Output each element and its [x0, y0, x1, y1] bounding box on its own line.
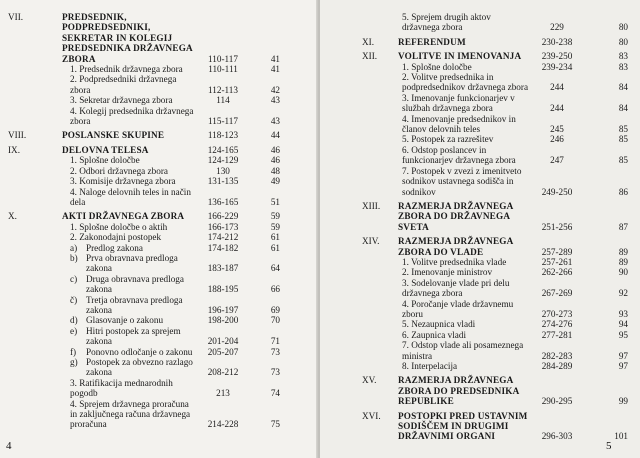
toc-section-row: [0, 326, 318, 347]
article-range: 296-303: [541, 431, 573, 442]
page-number-left: 4: [6, 440, 12, 452]
section-title: [402, 278, 530, 299]
section-title: [70, 315, 196, 326]
title-text: Prva obravnava predloga zakona: [86, 252, 178, 274]
page-reference: 92: [618, 288, 628, 299]
chapter-title: [398, 51, 532, 61]
article-range: 239-250: [541, 51, 573, 62]
article-range: 196-197: [207, 304, 239, 315]
section-title: [70, 273, 196, 295]
page-number-right: 5: [606, 440, 612, 452]
page-reference: 97: [618, 361, 628, 371]
article-range: 188-195: [207, 284, 239, 295]
toc-section-row: [320, 278, 640, 299]
chapter-number: VII.: [8, 12, 24, 22]
title-text: 3. Komisije državnega zbora: [70, 176, 176, 187]
toc-section-row: [0, 95, 318, 105]
toc-section-row: [0, 315, 318, 325]
article-range: 257-261: [541, 256, 573, 267]
toc-section-row: [320, 62, 640, 72]
article-range: 136-165: [207, 196, 239, 207]
toc-section-row: [320, 330, 640, 340]
toc-section-row: [320, 361, 640, 371]
title-text: 4. Imenovanje predsednikov in članov delovnih teles: [402, 113, 516, 135]
page-reference: 95: [618, 329, 628, 340]
section-title: [70, 106, 196, 127]
subsection-letter: č): [70, 294, 78, 305]
section-title: [402, 72, 530, 93]
page-reference: 69: [270, 304, 280, 315]
page-reference: 87: [618, 221, 628, 232]
title-text: 4. Sprejem državnega proračuna in zaključnega računa državnega proračuna: [70, 398, 191, 430]
title-text: 4. Poročanje vlade državnemu zboru: [402, 298, 514, 319]
subsection-letter: f): [70, 346, 77, 357]
title-text: Glasovanje o zakonu: [86, 315, 164, 326]
title-text: 8. Interpelacija: [402, 361, 458, 371]
article-range: 213: [216, 388, 230, 399]
section-title: [402, 361, 530, 371]
page-reference: 51: [270, 196, 280, 207]
chapter-number: IX.: [8, 144, 20, 155]
chapter-title: [62, 12, 196, 64]
page-reference: 41: [270, 53, 280, 64]
title-text: 2. Imenovanje ministrov: [402, 267, 493, 278]
subsection-letter: c): [70, 273, 78, 284]
article-range: 110-117: [208, 53, 238, 64]
toc-section-row: [320, 134, 640, 144]
title-text: 4. Kolegij predsednika državnega zbora: [70, 105, 194, 127]
toc-chapter-row: [320, 411, 640, 442]
toc-section-row: [0, 357, 318, 378]
title-text: 5. Sprejem drugih aktov državnega zbora: [402, 12, 491, 33]
toc-section-row: [320, 12, 640, 33]
title-text: 3. Ratifikacija mednarodnih pogodb: [70, 377, 173, 399]
title-text: 6. Zaupnica vladi: [402, 329, 467, 340]
section-title: [402, 330, 530, 340]
section-title: [402, 166, 530, 197]
section-title: [70, 252, 196, 274]
page-reference: 97: [618, 350, 628, 361]
page-reference: 61: [270, 232, 280, 243]
chapter-number: XIV.: [362, 236, 380, 247]
toc-section-row: [320, 114, 640, 135]
title-text: 3. Imenovanje funkcionarjev v službah državnega zbora: [402, 92, 515, 114]
toc-section-row: [320, 93, 640, 114]
toc-section-row: [0, 176, 318, 186]
article-range: 247: [550, 155, 564, 166]
title-text: 7. Odstop vlade ali posameznega ministra: [402, 340, 524, 361]
toc-chapter-row: [320, 375, 640, 406]
article-range: 114: [216, 95, 230, 106]
title-text: Ponovno odločanje o zakonu: [86, 346, 193, 357]
title-text: 5. Nezaupnica vladi: [402, 319, 476, 330]
chapter-number: XI.: [362, 36, 374, 47]
toc-section-row: [0, 222, 318, 232]
page-reference: 61: [270, 242, 280, 253]
toc-chapter-row: [320, 51, 640, 61]
page-reference: 80: [618, 36, 628, 47]
page-reference: 73: [270, 346, 280, 357]
article-range: 174-212: [207, 232, 239, 243]
title-text: RAZMERJA DRŽAVNEGA ZBORA DO PREDSEDNIKA REPUBLIKE: [398, 375, 519, 407]
toc-section-row: [0, 155, 318, 165]
title-text: Postopek za obvezno razlago zakona: [86, 357, 193, 378]
page-reference: 84: [618, 103, 628, 114]
article-range: 249-250: [541, 186, 573, 197]
article-range: 229: [550, 22, 564, 33]
title-text: POSTOPKI PRED USTAVNIM SODIŠČEM IN DRUGIMI DRŽAVNIMI ORGANI: [398, 410, 528, 442]
toc-chapter-row: [0, 12, 318, 64]
title-text: Tretja obravnava predloga zakona: [86, 294, 183, 315]
article-range: 284-289: [541, 361, 573, 371]
toc-section-row: [320, 257, 640, 267]
article-range: 274-276: [541, 319, 573, 330]
article-range: 244: [550, 82, 564, 93]
toc-section-row: [0, 64, 318, 74]
page-reference: 46: [270, 155, 280, 166]
toc-chapter-row: [320, 236, 640, 257]
section-title: [402, 12, 530, 33]
page-reference: 66: [270, 284, 280, 295]
toc-section-row: [0, 274, 318, 295]
chapter-number: XVI.: [362, 410, 381, 421]
subsection-letter: e): [70, 325, 78, 336]
page-reference: 85: [618, 124, 628, 135]
page-reference: 44: [270, 130, 280, 141]
section-title: [402, 340, 530, 361]
toc-chapter-row: [0, 130, 318, 140]
page-reference: 94: [618, 319, 628, 330]
table-of-contents-right: [320, 12, 640, 442]
page-reference: 83: [618, 61, 628, 72]
page-reference: 42: [270, 84, 280, 95]
title-text: 1. Predsednik državnega zbora: [70, 64, 183, 75]
page-reference: 59: [270, 211, 280, 222]
title-text: Predlog zakona: [86, 242, 143, 253]
page-reference: 80: [618, 22, 628, 33]
article-range: 267-269: [541, 288, 573, 299]
section-title: [70, 222, 196, 232]
title-text: 3. Sodelovanje vlade pri delu državnega zbora: [402, 277, 510, 299]
toc-section-row: [0, 106, 318, 127]
page-reference: 74: [270, 388, 280, 399]
title-text: POSLANSKE SKUPINE: [62, 130, 165, 141]
title-text: 1. Splošne določbe o aktih: [70, 221, 168, 232]
toc-section-row: [0, 166, 318, 176]
subsection-letter: a): [70, 242, 78, 253]
toc-section-row: [320, 166, 640, 197]
article-range: 205-207: [207, 346, 239, 357]
chapter-number: XV.: [362, 375, 377, 386]
toc-section-row: [320, 267, 640, 277]
chapter-title: [398, 375, 532, 406]
title-text: 3. Sekretar državnega zbora: [70, 95, 173, 106]
page-reference: 90: [618, 267, 628, 278]
toc-section-row: [320, 319, 640, 329]
article-range: 214-228: [207, 419, 239, 430]
article-range: 208-212: [207, 367, 239, 378]
title-text: Druga obravnava predloga zakona: [86, 273, 184, 295]
section-title: [70, 95, 196, 105]
page-reference: 99: [618, 396, 628, 407]
section-title: [402, 114, 530, 135]
title-text: 6. Odstop poslancev in funkcionarjev državnega zbora: [402, 144, 516, 166]
page-reference: 49: [270, 176, 280, 187]
toc-section-row: [0, 347, 318, 357]
page-reference: 71: [270, 336, 280, 347]
section-title: [70, 64, 196, 74]
toc-section-row: [320, 72, 640, 93]
article-range: 110-111: [208, 64, 238, 75]
title-text: 5. Postopek za razrešitev: [402, 134, 494, 145]
chapter-title: [62, 130, 196, 140]
section-title: [70, 176, 196, 186]
article-range: 124-129: [207, 155, 239, 166]
section-title: [402, 145, 530, 166]
page-reference: 83: [618, 51, 628, 62]
article-range: 130: [216, 165, 230, 176]
title-text: 1. Splošne določbe: [70, 155, 140, 166]
article-range: 246: [550, 134, 564, 145]
title-text: DELOVNA TELESA: [62, 144, 149, 155]
toc-chapter-row: [0, 145, 318, 155]
article-range: 183-187: [207, 263, 239, 274]
section-title: [70, 74, 196, 95]
toc-section-row: [320, 145, 640, 166]
section-title: [70, 325, 196, 347]
page-reference: 86: [618, 186, 628, 197]
page-reference: 48: [270, 165, 280, 176]
section-title: [70, 399, 196, 430]
title-text: Hitri postopek za sprejem zakona: [86, 325, 181, 347]
section-title: [402, 257, 530, 267]
right-page: [320, 0, 640, 458]
page-reference: 64: [270, 263, 280, 274]
table-of-contents-left: [0, 12, 318, 430]
section-title: [70, 155, 196, 165]
page-reference: 46: [270, 144, 280, 155]
article-range: 201-204: [207, 336, 239, 347]
title-text: 1. Splošne določbe: [402, 61, 472, 72]
title-text: VOLITVE IN IMENOVANJA: [398, 51, 522, 62]
article-range: 290-295: [541, 396, 573, 407]
section-title: [402, 319, 530, 329]
subsection-letter: d): [70, 315, 78, 326]
toc-chapter-row: [320, 201, 640, 232]
section-title: [70, 242, 196, 253]
title-text: 2. Zakonodajni postopek: [70, 232, 162, 243]
title-text: RAZMERJA DRŽAVNEGA ZBORA DO VLADE: [398, 236, 513, 257]
article-range: 262-266: [541, 267, 573, 278]
title-text: 2. Volitve predsednika in podpredsednikov državnega zbora: [402, 72, 529, 93]
title-text: 7. Postopek v zvezi z imenitveto sodnikov ustavnega sodišča in sodnikov: [402, 165, 522, 197]
page-reference: 101: [614, 431, 628, 442]
article-range: 174-182: [207, 242, 239, 253]
toc-section-row: [0, 187, 318, 208]
subsection-letter: g): [70, 357, 78, 367]
page-reference: 59: [270, 221, 280, 232]
toc-section-row: [0, 378, 318, 399]
title-text: 1. Volitve predsednika vlade: [402, 256, 507, 267]
page-reference: 75: [270, 419, 280, 430]
section-title: [402, 62, 530, 72]
chapter-number: VIII.: [8, 130, 27, 141]
toc-section-row: [320, 340, 640, 361]
page-reference: 73: [270, 367, 280, 378]
toc-chapter-row: [320, 37, 640, 47]
article-range: 230-238: [541, 36, 573, 47]
toc-section-row: [0, 253, 318, 274]
chapter-title: [398, 236, 532, 257]
chapter-number: X.: [8, 211, 17, 222]
section-title: [402, 93, 530, 114]
section-title: [402, 267, 530, 277]
chapter-number: XIII.: [362, 200, 381, 211]
title-text: PREDSEDNIK, PODPREDSEDNIKI, SEKRETAR IN KOLEGIJ PREDSEDNIKA DRŽAVNEGA ZBORA: [62, 12, 193, 64]
page-reference: 43: [270, 95, 280, 106]
section-title: [402, 299, 530, 320]
title-text: AKTI DRŽAVNEGA ZBORA: [62, 211, 185, 222]
chapter-title: [398, 37, 532, 47]
chapter-title: [62, 145, 196, 155]
toc-section-row: [0, 74, 318, 95]
article-range: 198-200: [207, 315, 239, 326]
toc-section-row: [0, 232, 318, 242]
article-range: 251-256: [541, 221, 573, 232]
article-range: 166-229: [207, 211, 239, 222]
section-title: [70, 232, 196, 242]
section-title: [70, 346, 196, 357]
page-reference: 85: [618, 155, 628, 166]
subsection-letter: b): [70, 252, 78, 263]
article-range: 112-113: [208, 84, 238, 95]
article-range: 277-281: [541, 329, 573, 340]
article-range: 270-273: [541, 308, 573, 319]
article-range: 166-173: [207, 221, 239, 232]
left-page: [0, 0, 318, 458]
page-reference: 85: [618, 134, 628, 145]
article-range: 239-234: [541, 61, 573, 72]
page-reference: 89: [618, 256, 628, 267]
title-text: 2. Podpredsedniki državnega zbora: [70, 74, 177, 95]
section-title: [70, 378, 196, 399]
article-range: 131-135: [207, 176, 239, 187]
page-reference: 43: [270, 116, 280, 127]
article-range: 245: [550, 124, 564, 135]
title-text: REFERENDUM: [398, 36, 466, 47]
page-reference: 70: [270, 315, 280, 326]
article-range: 282-283: [541, 350, 573, 361]
article-range: 115-117: [208, 116, 238, 127]
section-title: [70, 166, 196, 176]
chapter-number: XII.: [362, 51, 378, 62]
chapter-title: [398, 201, 532, 232]
section-title: [402, 134, 530, 144]
page-reference: 93: [618, 308, 628, 319]
chapter-title: [398, 411, 532, 442]
toc-chapter-row: [0, 211, 318, 221]
article-range: 257-289: [541, 246, 573, 257]
section-title: [70, 294, 196, 316]
toc-section-row: [320, 299, 640, 320]
title-text: 2. Odbori državnega zbora: [70, 165, 168, 176]
title-text: RAZMERJA DRŽAVNEGA ZBORA DO DRŽAVNEGA SVETA: [398, 200, 513, 232]
article-range: 124-165: [207, 144, 239, 155]
page-reference: 89: [618, 246, 628, 257]
page-reference: 41: [270, 64, 280, 75]
toc-section-row: [0, 243, 318, 253]
article-range: 244: [550, 103, 564, 114]
page-reference: 84: [618, 82, 628, 93]
section-title: [70, 187, 196, 208]
article-range: 118-123: [207, 130, 239, 141]
chapter-title: [62, 211, 196, 221]
toc-section-row: [0, 399, 318, 430]
title-text: 4. Naloge delovnih teles in način dela: [70, 186, 191, 207]
section-title: [70, 357, 196, 378]
toc-section-row: [0, 295, 318, 316]
